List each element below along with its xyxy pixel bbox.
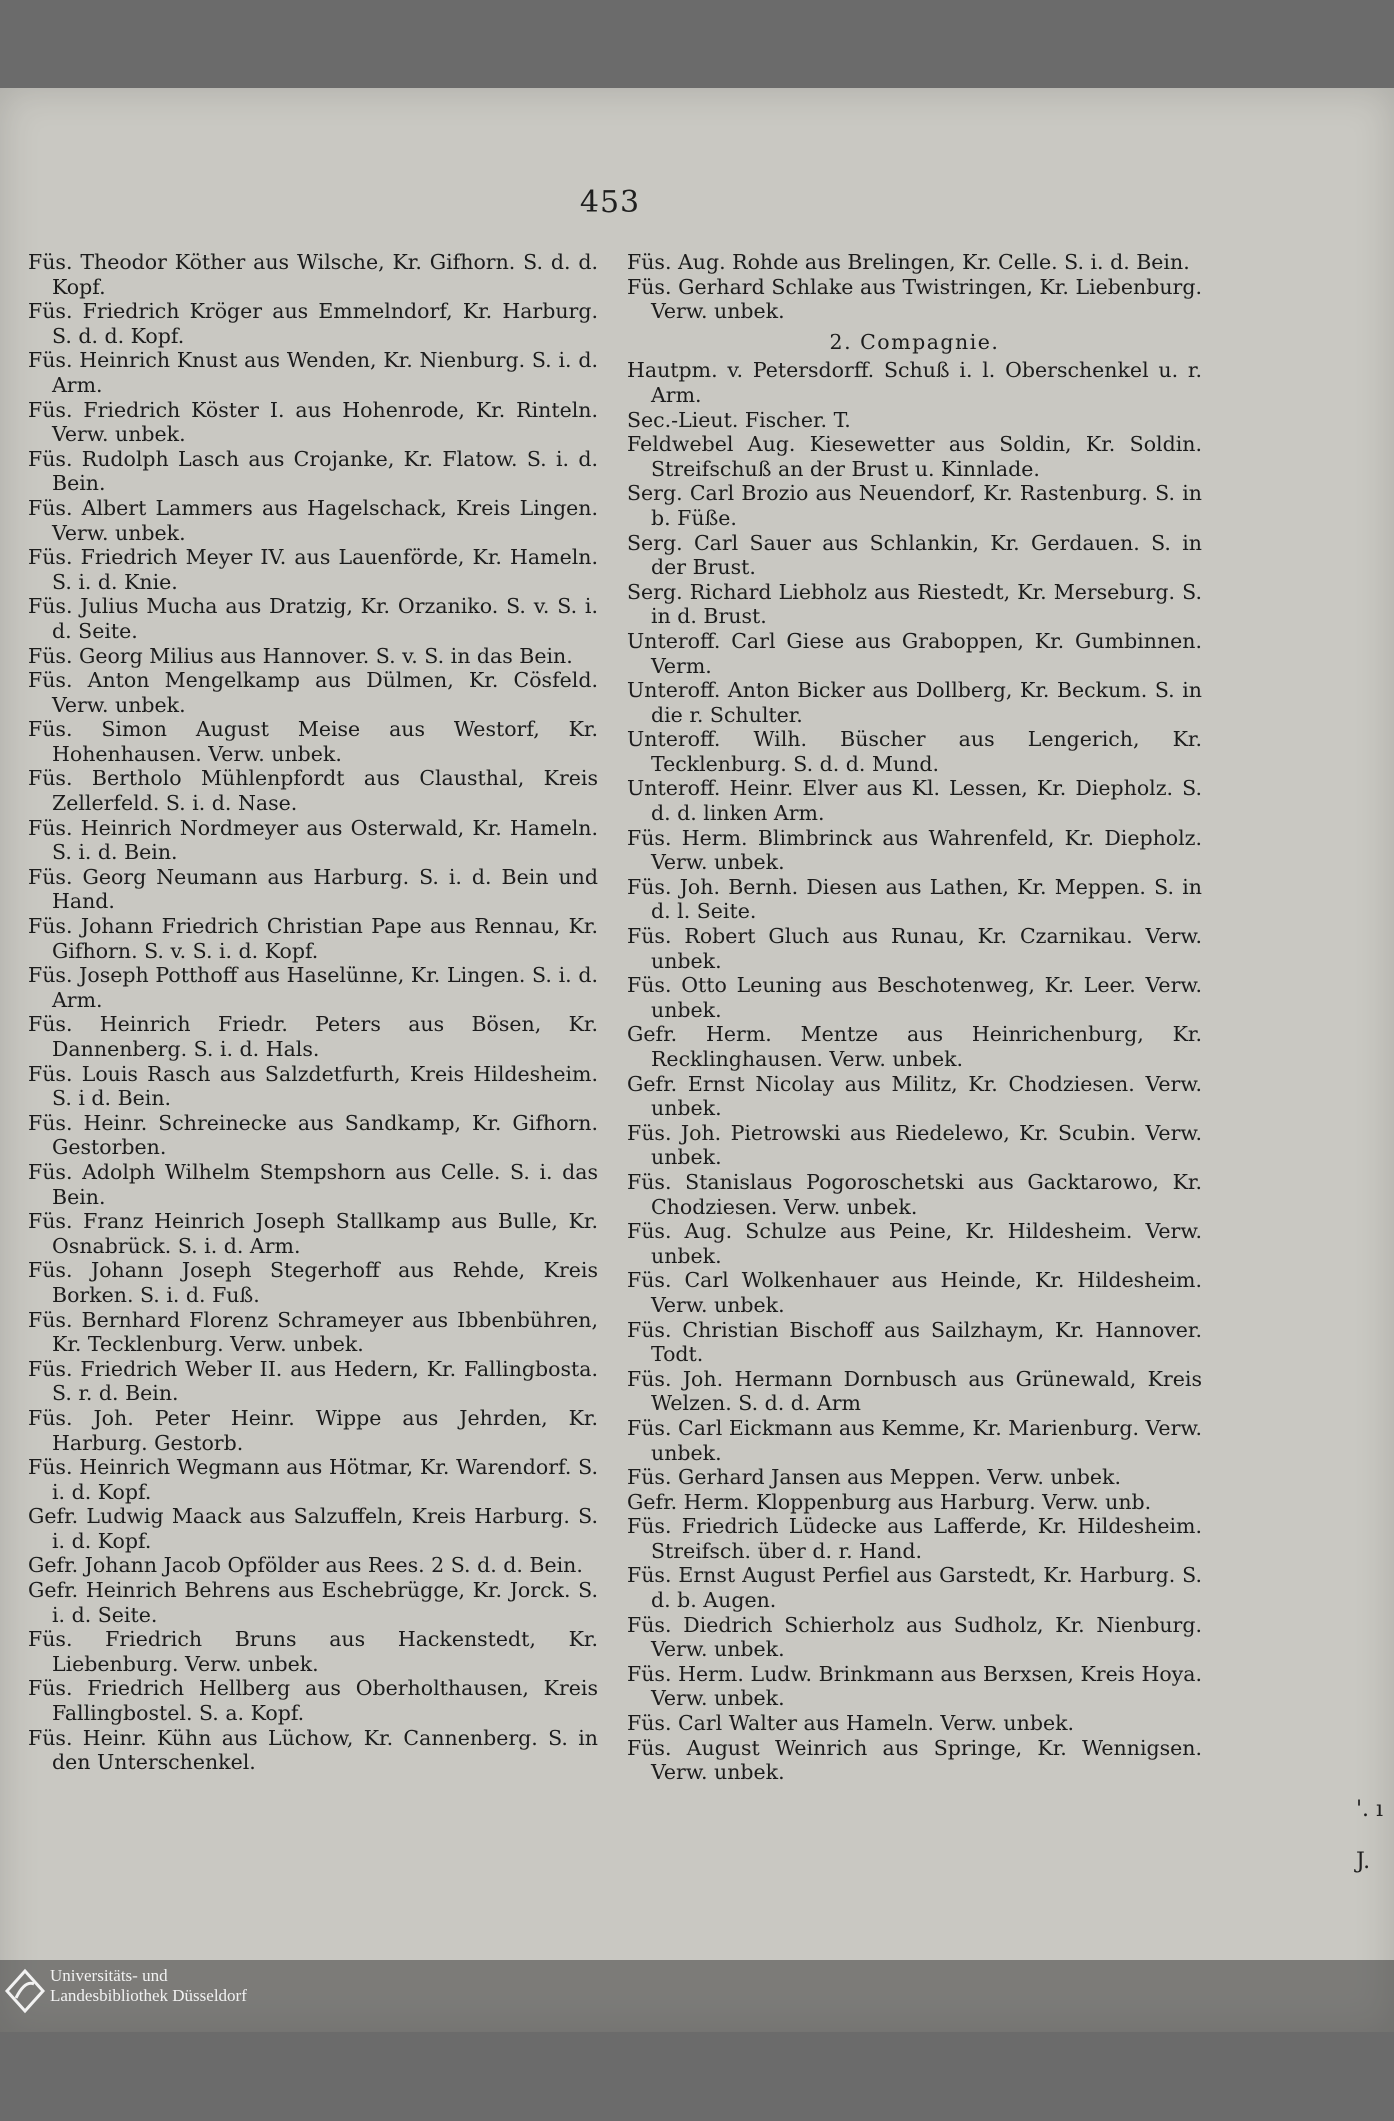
left-column bbox=[28, 250, 598, 1775]
casualty-entry: Füs. Rudolph Lasch aus Crojanke, Kr. Flatow. S. i. d. Bein. bbox=[28, 446, 598, 496]
casualty-entry: Füs. Bertholo Mühlenpfordt aus Clausthal, Kreis Zellerfeld. S. i. d. Nase. bbox=[28, 766, 598, 816]
casualty-entry: Füs. Stanislaus Pogoroschetski aus Gacktarowo, Kr. Chodziesen. Verw. unbek. bbox=[627, 1169, 1202, 1219]
casualty-entry: Unteroff. Wilh. Büscher aus Lengerich, Kr. Tecklenburg. S. d. d. Mund. bbox=[627, 727, 1202, 776]
casualty-entry: Füs. Joh. Pietrowski aus Riedelewo, Kr. Scubin. Verw. unbek. bbox=[627, 1120, 1202, 1170]
library-name-line1: Universitäts- und bbox=[50, 1966, 168, 1985]
casualty-entry: Füs. Joh. Bernh. Diesen aus Lathen, Kr. Meppen. S. in d. l. Seite. bbox=[627, 874, 1202, 924]
casualty-entry: Füs. Joh. Peter Heinr. Wippe aus Jehrden, Kr. Harburg. Gestorb. bbox=[28, 1405, 598, 1455]
casualty-entry: Gefr. Heinrich Behrens aus Eschebrügge, Kr. Jorck. S. i. d. Seite. bbox=[28, 1578, 598, 1627]
casualty-entry: Füs. Otto Leuning aus Beschotenweg, Kr. Leer. Verw. unbek. bbox=[627, 973, 1202, 1022]
casualty-entry: Füs. Johann Joseph Stegerhoff aus Rehde, Kreis Borken. S. i. d. Fuß. bbox=[28, 1258, 598, 1307]
casualty-entry: Unteroff. Carl Giese aus Graboppen, Kr. Gumbinnen. Verm. bbox=[627, 628, 1202, 678]
casualty-entry: Füs. Joseph Potthoff aus Haselünne, Kr. Lingen. S. i. d. Arm. bbox=[28, 963, 598, 1012]
company-heading: 2. Compagnie. bbox=[829, 329, 1000, 354]
casualty-entry: Füs. Carl Eickmann aus Kemme, Kr. Marienburg. Verw. unbek. bbox=[627, 1415, 1202, 1465]
casualty-entry: Füs. Gerhard Jansen aus Meppen. Verw. unbek. bbox=[627, 1465, 1121, 1490]
casualty-entry: Füs. Louis Rasch aus Salzdetfurth, Kreis Hildesheim. S. i d. Bein. bbox=[28, 1061, 598, 1111]
casualty-entry: Füs. Heinrich Friedr. Peters aus Bösen, Kr. Dannenberg. S. i. d. Hals. bbox=[28, 1012, 598, 1061]
casualty-entry: Unteroff. Anton Bicker aus Dollberg, Kr. Beckum. S. in die r. Schulter. bbox=[627, 678, 1202, 727]
library-watermark bbox=[50, 1966, 247, 2006]
casualty-entry: Füs. Franz Heinrich Joseph Stallkamp aus Bulle, Kr. Osnabrück. S. i. d. Arm. bbox=[28, 1209, 598, 1258]
edge-mark: '. ı bbox=[1356, 1797, 1384, 1822]
casualty-entry: Serg. Carl Brozio aus Neuendorf, Kr. Rastenburg. S. in b. Füße. bbox=[627, 481, 1202, 530]
casualty-entry: Füs. Adolph Wilhelm Stempshorn aus Celle. S. i. das Bein. bbox=[28, 1159, 598, 1209]
casualty-entry: Gefr. Ernst Nicolay aus Militz, Kr. Chodziesen. Verw. unbek. bbox=[627, 1071, 1202, 1121]
casualty-entry: Füs. Theodor Köther aus Wilsche, Kr. Gifhorn. S. d. d. Kopf. bbox=[28, 250, 598, 299]
casualty-entry: Füs. Johann Friedrich Christian Pape aus Rennau, Kr. Gifhorn. S. v. S. i. d. Kopf. bbox=[28, 914, 598, 963]
casualty-entry: Füs. Heinr. Kühn aus Lüchow, Kr. Cannenberg. S. in den Unterschenkel. bbox=[28, 1725, 598, 1775]
casualty-entry: Füs. Bernhard Florenz Schrameyer aus Ibbenbühren, Kr. Tecklenburg. Verw. unbek. bbox=[28, 1307, 598, 1357]
casualty-entry: Füs. Georg Neumann aus Harburg. S. i. d. Bein und Hand. bbox=[28, 864, 598, 914]
casualty-entry: Füs. Aug. Schulze aus Peine, Kr. Hildesheim. Verw. unbek. bbox=[627, 1219, 1202, 1268]
casualty-entry: Füs. Friedrich Meyer IV. aus Lauenförde, Kr. Hameln. S. i. d. Knie. bbox=[28, 545, 598, 594]
casualty-entry: Gefr. Herm. Mentze aus Heinrichenburg, Kr. Recklinghausen. Verw. unbek. bbox=[627, 1022, 1202, 1071]
casualty-entry: Füs. Aug. Rohde aus Brelingen, Kr. Celle. S. i. d. Bein. bbox=[627, 250, 1190, 274]
casualty-entry: Füs. August Weinrich aus Springe, Kr. Wennigsen. Verw. unbek. bbox=[627, 1735, 1202, 1785]
casualty-entry: Füs. Julius Mucha aus Dratzig, Kr. Orzaniko. S. v. S. i. d. Seite. bbox=[28, 594, 598, 643]
right-column bbox=[627, 250, 1202, 1785]
casualty-entry: Füs. Carl Walter aus Hameln. Verw. unbek. bbox=[627, 1711, 1075, 1736]
casualty-entry: Hautpm. v. Petersdorff. Schuß i. l. Oberschenkel u. r. Arm. bbox=[627, 358, 1202, 407]
casualty-entry: Füs. Friedrich Bruns aus Hackenstedt, Kr. Liebenburg. Verw. unbek. bbox=[28, 1627, 598, 1676]
page-number: 453 bbox=[579, 185, 641, 220]
casualty-entry: Füs. Heinr. Schreinecke aus Sandkamp, Kr. Gifhorn. Gestorben. bbox=[28, 1110, 598, 1160]
casualty-entry: Füs. Friedrich Hellberg aus Oberholthausen, Kreis Fallingbostel. S. a. Kopf. bbox=[28, 1676, 598, 1726]
casualty-entry: Füs. Friedrich Kröger aus Emmelndorf, Kr. Harburg. S. d. d. Kopf. bbox=[28, 299, 598, 348]
casualty-entry: Gefr. Ludwig Maack aus Salzuffeln, Kreis Harburg. S. i. d. Kopf. bbox=[28, 1504, 598, 1553]
library-logo-icon bbox=[4, 1968, 46, 2014]
casualty-entry: Füs. Friedrich Lüdecke aus Lafferde, Kr. Hildesheim. Streifsch. über d. r. Hand. bbox=[627, 1514, 1202, 1563]
casualty-entry: Unteroff. Heinr. Elver aus Kl. Lessen, Kr. Diepholz. S. d. d. linken Arm. bbox=[627, 776, 1202, 826]
casualty-entry: Füs. Herm. Blimbrinck aus Wahrenfeld, Kr. Diepholz. Verw. unbek. bbox=[627, 825, 1202, 875]
casualty-entry: Gefr. Johann Jacob Opfölder aus Rees. 2 S. d. d. Bein. bbox=[28, 1553, 583, 1578]
casualty-entry: Füs. Georg Milius aus Hannover. S. v. S. in das Bein. bbox=[28, 643, 573, 668]
casualty-entry: Füs. Christian Bischoff aus Sailzhaym, Kr. Hannover. Todt. bbox=[627, 1317, 1202, 1367]
casualty-entry: Füs. Carl Wolkenhauer aus Heinde, Kr. Hildesheim. Verw. unbek. bbox=[627, 1268, 1202, 1317]
casualty-entry: Füs. Ernst August Perfiel aus Garstedt, Kr. Harburg. S. d. b. Augen. bbox=[627, 1563, 1202, 1613]
library-name-line2: Landesbibliothek Düsseldorf bbox=[50, 1986, 247, 2005]
casualty-entry: Füs. Heinrich Knust aus Wenden, Kr. Nienburg. S. i. d. Arm. bbox=[28, 348, 598, 397]
casualty-entry: Füs. Anton Mengelkamp aus Dülmen, Kr. Cösfeld. Verw. unbek. bbox=[28, 668, 598, 717]
edge-mark: J. bbox=[1356, 1849, 1371, 1874]
casualty-entry: Gefr. Herm. Kloppenburg aus Harburg. Verw. unb. bbox=[627, 1489, 1152, 1514]
casualty-entry: Füs. Heinrich Nordmeyer aus Osterwald, Kr. Hameln. S. i. d. Bein. bbox=[28, 815, 598, 865]
casualty-entry: Füs. Gerhard Schlake aus Twistringen, Kr. Liebenburg. Verw. unbek. bbox=[627, 274, 1202, 324]
casualty-entry: Feldwebel Aug. Kiesewetter aus Soldin, Kr. Soldin. Streifschuß an der Brust u. Kinnlade. bbox=[627, 432, 1202, 481]
casualty-entry: Füs. Joh. Hermann Dornbusch aus Grünewald, Kreis Welzen. S. d. d. Arm bbox=[627, 1366, 1202, 1416]
casualty-entry: Füs. Simon August Meise aus Westorf, Kr. Hohenhausen. Verw. unbek. bbox=[28, 717, 598, 766]
edge-marks bbox=[1356, 1784, 1383, 1888]
casualty-entry: Sec.-Lieut. Fischer. T. bbox=[627, 407, 851, 432]
casualty-entry: Serg. Carl Sauer aus Schlankin, Kr. Gerdauen. S. in der Brust. bbox=[627, 530, 1202, 580]
casualty-entry: Füs. Diedrich Schierholz aus Sudholz, Kr. Nienburg. Verw. unbek. bbox=[627, 1612, 1202, 1662]
casualty-entry: Serg. Richard Liebholz aus Riestedt, Kr. Merseburg. S. in d. Brust. bbox=[627, 579, 1202, 629]
casualty-entry: Füs. Heinrich Wegmann aus Hötmar, Kr. Warendorf. S. i. d. Kopf. bbox=[28, 1455, 598, 1504]
casualty-entry: Füs. Albert Lammers aus Hagelschack, Kreis Lingen. Verw. unbek. bbox=[28, 495, 598, 545]
casualty-entry: Füs. Friedrich Köster I. aus Hohenrode, Kr. Rinteln. Verw. unbek. bbox=[28, 397, 598, 447]
casualty-entry: Füs. Herm. Ludw. Brinkmann aus Berxsen, Kreis Hoya. Verw. unbek. bbox=[627, 1661, 1202, 1711]
casualty-entry: Füs. Robert Gluch aus Runau, Kr. Czarnikau. Verw. unbek. bbox=[627, 924, 1202, 973]
casualty-entry: Füs. Friedrich Weber II. aus Hedern, Kr. Fallingbosta. S. r. d. Bein. bbox=[28, 1356, 598, 1406]
